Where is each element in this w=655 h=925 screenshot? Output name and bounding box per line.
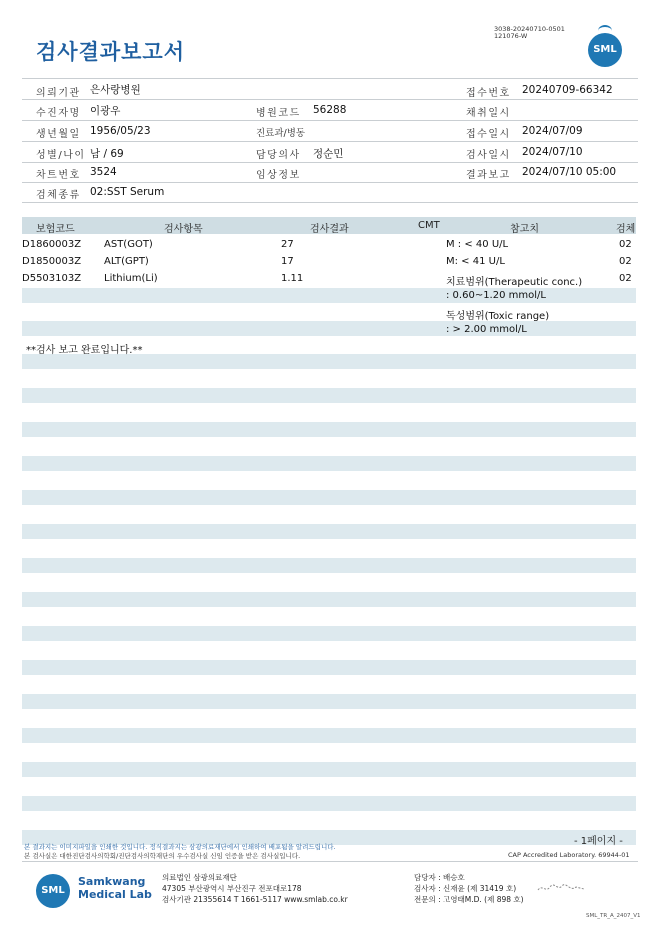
- institution-value: 은사랑병원: [90, 84, 141, 96]
- staff-manager: 담당자 : 배승호: [414, 873, 465, 882]
- row1-ref: M : < 40 U/L: [446, 239, 509, 250]
- received-value: 2024/07/09: [522, 125, 583, 137]
- lab-name-line2: Medical Lab: [78, 888, 152, 901]
- specimen-label: 검체종류: [36, 190, 81, 201]
- collection-label: 채취일시: [466, 108, 511, 119]
- receipt-no-label: 접수번호: [466, 88, 511, 99]
- tested-label: 검사일시: [466, 150, 511, 161]
- tested-value: 2024/07/10: [522, 146, 583, 158]
- row2-ref: M: < 41 U/L: [446, 256, 505, 267]
- sex-age-label: 성별/나이: [36, 150, 86, 161]
- doctor-label: 담당의사: [256, 150, 301, 161]
- clinical-label: 임상정보: [256, 170, 301, 181]
- table-stripe: [22, 728, 636, 743]
- signature-icon: [536, 881, 586, 895]
- lab-address-line3: 검사기관 21355614 T 1661-5117 www.smlab.co.kr: [162, 895, 348, 904]
- dept-label: 진료과/병동: [256, 128, 306, 139]
- sml-logo: SML: [588, 33, 622, 67]
- divider: [22, 182, 638, 183]
- table-stripe: [22, 626, 636, 641]
- col-specimen: 검체: [616, 224, 636, 235]
- table-stripe: [22, 321, 636, 336]
- notice-line-2: 본 검사실은 대한진단검사의학회/진단검사의학재단의 우수검사실 신임 인증을 받은 검사실입니다.: [24, 852, 301, 860]
- page-title: 검사결과보고서: [36, 40, 186, 64]
- row2-code: D1850003Z: [22, 256, 82, 267]
- ref-extra-1: : 0.60~1.20 mmol/L: [446, 290, 546, 301]
- institution-label: 의뢰기관: [36, 88, 81, 99]
- lab-address: [162, 872, 348, 905]
- footer-sml-logo: SML: [36, 874, 70, 908]
- table-stripe: [22, 456, 636, 471]
- patient-value: 이광우: [90, 105, 121, 117]
- birth-value: 1956/05/23: [90, 125, 151, 137]
- form-code: SML_TR_A_2407_V1: [586, 913, 641, 919]
- ref-extra-3: : > 2.00 mmol/L: [446, 324, 527, 335]
- footer-divider: [22, 861, 638, 862]
- specimen-value: 02:SST Serum: [90, 186, 165, 198]
- table-stripe: [22, 762, 636, 777]
- report-label: 결과보고: [466, 170, 511, 181]
- lab-name-line1: Samkwang: [78, 875, 146, 888]
- row1-result: 27: [281, 239, 294, 250]
- received-label: 접수일시: [466, 129, 511, 140]
- report-value: 2024/07/10 05:00: [522, 166, 617, 178]
- chart-value: 3524: [90, 166, 117, 178]
- table-stripe: [22, 422, 636, 437]
- table-stripe: [22, 558, 636, 573]
- table-stripe: [22, 796, 636, 811]
- row1-specimen: 02: [619, 239, 632, 250]
- chart-label: 차트번호: [36, 170, 81, 181]
- staff-specialist: 전문의 : 고영태M.D. (제 898 호): [414, 895, 524, 904]
- doc-id-line2: 121076-W: [494, 32, 528, 40]
- table-stripe: [22, 660, 636, 675]
- page-number: - 1페이지 -: [574, 836, 623, 847]
- row2-specimen: 02: [619, 256, 632, 267]
- row3-code: D5503103Z: [22, 273, 82, 284]
- cap-accreditation: CAP Accredited Laboratory. 69944-01: [508, 851, 630, 859]
- lab-address-line1: 의료법인 삼광의료재단: [162, 873, 237, 882]
- doc-id: [494, 26, 565, 40]
- col-result: 검사결과: [310, 224, 349, 235]
- row2-item: ALT(GPT): [104, 256, 149, 267]
- col-insurance-code: 보험코드: [36, 224, 75, 235]
- divider: [22, 120, 638, 121]
- table-stripe: [22, 592, 636, 607]
- lab-name: [78, 875, 152, 901]
- table-stripe: [22, 524, 636, 539]
- col-test-item: 검사항목: [164, 224, 203, 235]
- hospital-code-value: 56288: [313, 104, 347, 116]
- table-stripe: [22, 354, 636, 369]
- divider: [22, 202, 638, 203]
- complete-note: **검사 보고 완료입니다.**: [26, 345, 143, 356]
- hospital-code-label: 병원코드: [256, 108, 301, 119]
- lab-staff: [414, 872, 524, 905]
- col-cmt: CMT: [418, 220, 440, 231]
- table-stripe: [22, 388, 636, 403]
- row2-result: 17: [281, 256, 294, 267]
- divider: [22, 162, 638, 163]
- notice-line-1: 본 결과지는 이미지파일을 인쇄한 것입니다. 정식결과지는 삼광의료재단에서 인쇄하여 배포됨을 알려드립니다.: [24, 843, 336, 851]
- row1-code: D1860003Z: [22, 239, 82, 250]
- row1-item: AST(GOT): [104, 239, 153, 250]
- patient-label: 수진자명: [36, 108, 81, 119]
- row3-specimen: 02: [619, 273, 632, 284]
- lab-address-line2: 47305 부산광역시 부산진구 전포대로178: [162, 884, 302, 893]
- row3-item: Lithium(Li): [104, 273, 158, 284]
- doc-id-line1: 3038-20240710-0501: [494, 25, 565, 33]
- table-stripe: [22, 490, 636, 505]
- ref-extra-2: 독성범위(Toxic range): [446, 311, 550, 322]
- receipt-no-value: 20240709-66342: [522, 84, 613, 96]
- col-reference: 참고치: [510, 224, 539, 235]
- divider: [22, 78, 638, 79]
- divider: [22, 141, 638, 142]
- row3-ref: 치료범위(Therapeutic conc.): [446, 277, 583, 288]
- sex-age-value: 남 / 69: [90, 148, 124, 160]
- row3-result: 1.11: [281, 273, 304, 284]
- birth-label: 생년월일: [36, 129, 81, 140]
- divider: [22, 99, 638, 100]
- staff-tester: 검사자 : 신재윤 (제 31419 호): [414, 884, 517, 893]
- table-stripe: [22, 694, 636, 709]
- doctor-value: 정순민: [313, 148, 344, 160]
